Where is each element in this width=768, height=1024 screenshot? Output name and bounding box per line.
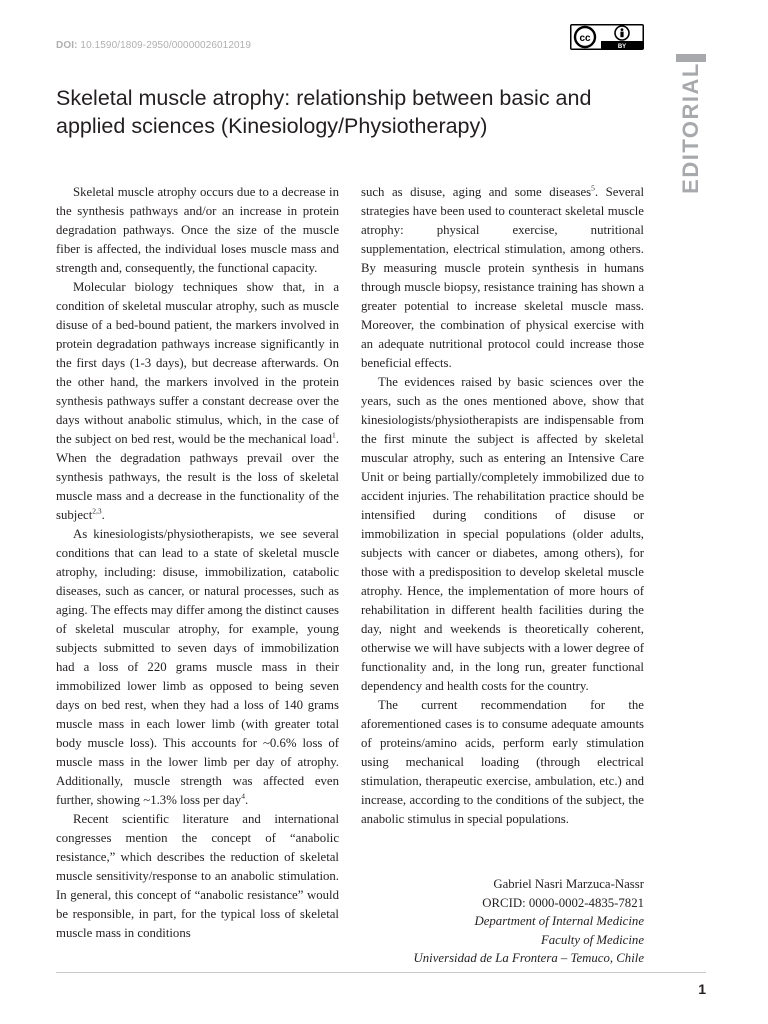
page-number: 1	[698, 981, 706, 997]
left-column	[56, 183, 339, 943]
cc-mark-text: cc	[579, 33, 591, 44]
author-name: Gabriel Nasri Marzuca-Nassr	[493, 877, 644, 891]
citation-5: 5	[591, 183, 595, 193]
by-mark-text: BY	[617, 44, 627, 50]
doi-value: 10.1590/1809-2950/00000026012019	[80, 40, 251, 51]
author-university: Universidad de La Frontera – Temuco, Chile	[413, 951, 644, 965]
author-signature	[361, 875, 644, 968]
doi-line	[56, 40, 251, 51]
paragraph-6: The current recommendation for the aforementioned cases is to consume adequate amounts of proteins/amino acids, perform early stimulation using mechanical loading (through electrical stimulation, therapeutic exercise, ambulation, etc.) and increase, according to the conditions of the subject, the anabolic stimulus in special populations.	[361, 698, 644, 826]
paragraph-4-text-a: such as disuse, aging and some diseases	[361, 185, 592, 199]
paragraph-3-text-b: .	[244, 793, 249, 807]
cc-by-license-badge[interactable]	[570, 24, 644, 50]
paragraph-2-text-b: . When the degradation pathways prevail over the synthesis pathways, the result is the loss of skeletal muscle mass and a decrease in the functionality of the subject	[56, 432, 339, 522]
article-title: Skeletal muscle atrophy: relationship between basic and applied sciences (Kinesiology/Physiotherapy)	[56, 86, 592, 138]
citation-4: 4	[241, 791, 245, 801]
paragraph-2	[56, 278, 339, 525]
doi-label: DOI:	[56, 40, 78, 51]
footer-divider	[56, 972, 706, 973]
author-orcid: ORCID: 0000-0002-4835-7821	[482, 895, 644, 910]
paragraph-1: Skeletal muscle atrophy occurs due to a decrease in the synthesis pathways and/or an increase in protein degradation pathways. Once the size of the muscle fiber is affected, the individual loses muscle mass and strength and, consequently, the functional capacity.	[56, 185, 339, 275]
paragraph-2-text-c: .	[101, 508, 105, 522]
section-tag-bar	[676, 54, 706, 62]
author-department: Department of Internal Medicine	[474, 914, 644, 928]
section-tag-label: EDITORIAL	[678, 62, 703, 194]
paragraph-4-start: Recent scientific literature and international congresses mention the concept of “anabolic resistance,” which describes the reduction of skeletal muscle sensitivity/response to an anabolic stimulation. In general, this concept of “anabolic resistance” would be responsible, in part, for the typical loss of skeletal muscle mass in conditions	[56, 812, 339, 940]
author-faculty: Faculty of Medicine	[540, 932, 644, 947]
paragraph-4-continued	[361, 183, 644, 373]
section-tag	[676, 54, 706, 194]
paragraph-4-text-b: . Several strategies have been used to counteract skeletal muscle atrophy: physical exercise, nutritional supplementation, electrical stimulation, among others. By measuring muscle protein synthesis in humans through muscle biopsy, resistance training has shown a greater potential to increase skeletal muscle mass. Moreover, the combination of physical exercise with an adequate nutritional protocol could increase those beneficial effects.	[361, 185, 644, 370]
paragraph-5: The evidences raised by basic sciences over the years, such as the ones mentioned above, show that kinesiologists/physiotherapists are indispensable from the first minute the subject is affected by skeletal muscular atrophy, such as entering an Intensive Care Unit or being partially/completely immobilized due to accident injuries. The rehabilitation practice should be intensified during conditions of disuse or immobilization in special populations (older adults, subjects with cancer or diabetes, among others), for those with a predisposition to develop skeletal muscle atrophy. Hence, the implementation of more hours of rehabilitation in different health facilities during the day, night and weekends is theoretically coherent, otherwise we will have subjects with a lower degree of functionality and, in the long run, greater functional dependency and health costs for the country.	[361, 375, 644, 693]
citation-1: 1	[332, 430, 336, 440]
right-column	[361, 183, 644, 829]
paragraph-2-text-a: Molecular biology techniques show that, in a condition of skeletal muscular atrophy, such as muscle disuse of a bed-bound patient, the markers involved in protein degradation pathways increase significantly in the first days (1-3 days), but decrease afterwards. On the other hand, the markers involved in the protein synthesis pathways suffer a constant decrease over the days without anabolic stimulus, which, in the case of the subject on bed rest, would be the mechanical load	[56, 280, 339, 446]
creative-commons-icon	[570, 24, 644, 50]
paragraph-3-text-a: As kinesiologists/physiotherapists, we see several conditions that can lead to a state of skeletal muscle atrophy, including: disuse, immobilization, catabolic diseases, such as cancer, or natural processes, such as aging. The effects may differ among the distinct causes of skeletal muscular atrophy, for example, young subjects submitted to seven days of immobilization had a loss of 220 grams muscle mass in their immobilized lower limb as opposed to being seven days on bed rest, when they had a loss of 140 grams muscle mass in each lower limb (with greater total body muscle loss). This accounts for ~0.6% loss of muscle mass in the lower limb per day of atrophy. Additionally, muscle strength was affected even further, showing ~1.3% loss per day	[56, 527, 339, 807]
paragraph-3	[56, 525, 339, 810]
citation-2-3: 2,3	[92, 506, 102, 516]
